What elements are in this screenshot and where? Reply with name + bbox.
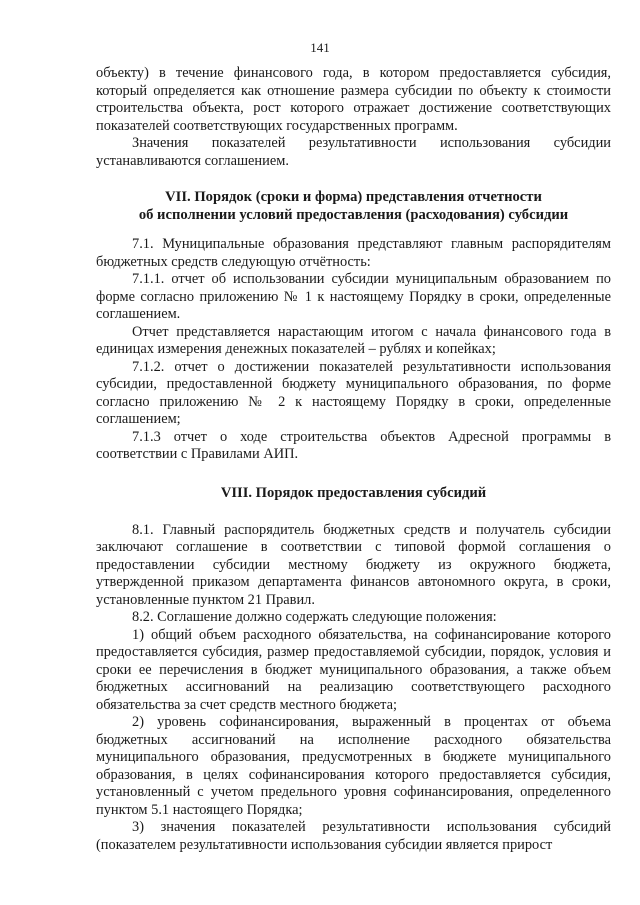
section8-paragraph-3: 1) общий объем расходного обязательства, на софинансирование которого предоставляется субсидия, размер предоставляемой субсидии, порядок, условия и сроки ее перечисления в бюджет муниципального образования, а также объем бюджетных ассигнований на реализацию соответствующего расходного обязательства за счет средств местного бюджета; xyxy=(96,626,611,713)
section8-paragraph-2: 8.2. Соглашение должно содержать следующие положения: xyxy=(132,609,497,625)
section8-paragraph-1: 8.1. Главный распорядитель бюджетных средств и получатель субсидии заключают соглашение в соответствии с типовой формой соглашения о предоставлении субсидии местному бюджету из окружного бюджета, утвержденной приказом департамента финансов автономного округа, в сроки, установленные пунктом 21 Правил. xyxy=(96,521,611,608)
page-number: 141 xyxy=(310,40,330,55)
section8-paragraph-4: 2) уровень софинансирования, выраженный в процентах от объема бюджетных ассигнований на исполнение расходного обязательства муниципального образования, предусмотренных в бюджете муниципального образования, в целях софинансирования которого предоставляется субсидия, установленный с учетом предельного уровня софинансирования, определенного пунктом 5.1 настоящего Порядка; xyxy=(96,714,611,818)
section7-paragraph-3: Отчет представляется нарастающим итогом с начала финансового года в единицах измерения денежных показателей – рублях и копейках; xyxy=(96,323,611,357)
section7-paragraph-5: 7.1.3 отчет о ходе строительства объектов Адресной программы в соответствии с Правилами АИП. xyxy=(96,428,611,462)
section7-paragraph-4: 7.1.2. отчет о достижении показателей результативности использования субсидии, предоставленной бюджету муниципального образования, по форме согласно приложению № 2 к настоящему Порядку в сроки, определенные соглашением; xyxy=(96,358,611,427)
section7-paragraph-1: 7.1. Муниципальные образования представляют главным распорядителям бюджетных средств следующую отчётность: xyxy=(96,236,611,270)
section8-title: VIII. Порядок предоставления субсидий xyxy=(220,484,487,501)
section7-title-line1: VII. Порядок (сроки и форма) представления отчетности xyxy=(165,189,542,205)
section7-paragraph-2: 7.1.1. отчет об использовании субсидии муниципальным образованием по форме согласно приложению № 1 к настоящему Порядку в сроки, определенные соглашением. xyxy=(96,271,611,322)
section8-paragraph-5: 3) значения показателей результативности использования субсидий (показателем результативности использования субсидии является прирост xyxy=(96,819,611,853)
body-text xyxy=(96,65,611,854)
section7-title-line2: об исполнении условий предоставления (расходования) субсидии xyxy=(138,207,569,223)
intro-paragraph-2: Значения показателей результативности использования субсидии устанавливаются соглашением. xyxy=(96,135,611,169)
intro-paragraph-1: объекту) в течение финансового года, в котором предоставляется субсидия, который определяется как отношение размера субсидии по объекту к стоимости строительства объекта, рост которого отражает достижение соответствующих показателей соответствующих государственных программ. xyxy=(96,65,611,134)
